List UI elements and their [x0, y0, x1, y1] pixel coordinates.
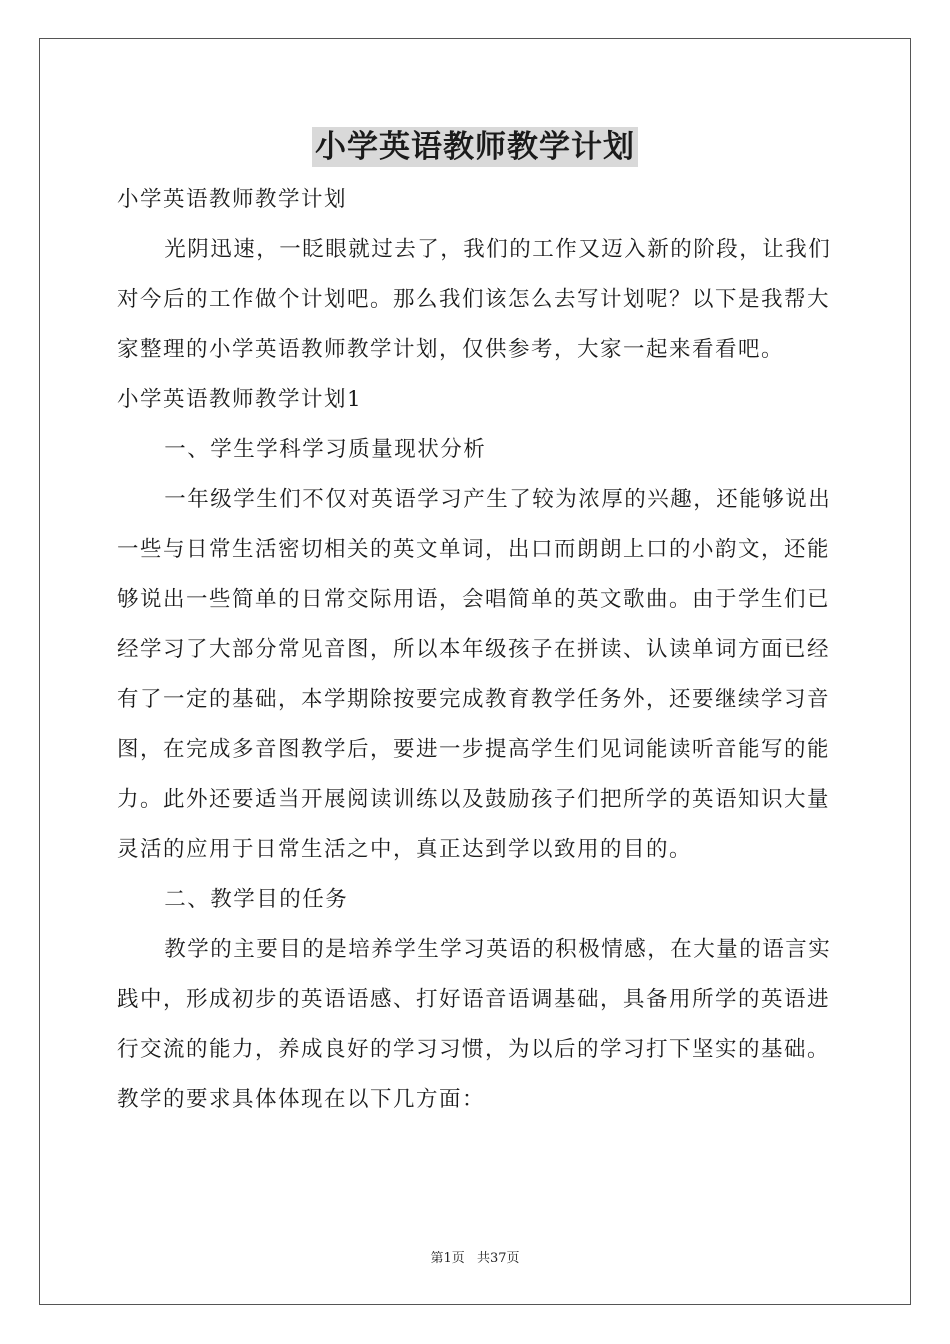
title-container	[0, 127, 950, 167]
paragraph-subtitle: 小学英语教师教学计划	[117, 187, 348, 212]
paragraph-heading-analysis: 一、学生学科学习质量现状分析	[164, 437, 487, 462]
page-number: 第1页	[430, 1251, 465, 1266]
document-title: 小学英语教师教学计划	[312, 127, 638, 167]
paragraph-section-heading: 小学英语教师教学计划1	[117, 387, 363, 412]
paragraph-heading-goals: 二、教学目的任务	[164, 887, 349, 912]
paragraph-analysis: 一年级学生们不仅对英语学习产生了较为浓厚的兴趣，还能够说出一些与日常生活密切相关的英文单词，出口而朗朗上口的小韵文，还能够说出一些简单的日常交际用语，会唱简单的英文歌曲。由于学生们已经学习了大部分常见音图，所以本年级孩子在拼读、认读单词方面已经有了一定的基础，本学期除按要完成教育教学任务外，还要继续学习音图，在完成多音图教学后，要进一步提高学生们见词能读听音能写的能力。此外还要适当开展阅读训练以及鼓励孩子们把所学的英语知识大量灵活的应用于日常生活之中，真正达到学以致用的目的。	[117, 487, 832, 862]
paragraph-goals: 教学的主要目的是培养学生学习英语的积极情感，在大量的语言实践中，形成初步的英语语感、打好语音语调基础，具备用所学的英语进行交流的能力，养成良好的学习习惯，为以后的学习打下坚实的基础。教学的要求具体体现在以下几方面：	[117, 937, 832, 1112]
paragraph-intro: 光阴迅速，一眨眼就过去了，我们的工作又迈入新的阶段，让我们对今后的工作做个计划吧。那么我们该怎么去写计划呢？以下是我帮大家整理的小学英语教师教学计划，仅供参考，大家一起来看看吧。	[117, 237, 832, 362]
document-body	[117, 175, 837, 1125]
page-footer	[0, 1247, 950, 1266]
page-total: 共37页	[476, 1251, 520, 1266]
